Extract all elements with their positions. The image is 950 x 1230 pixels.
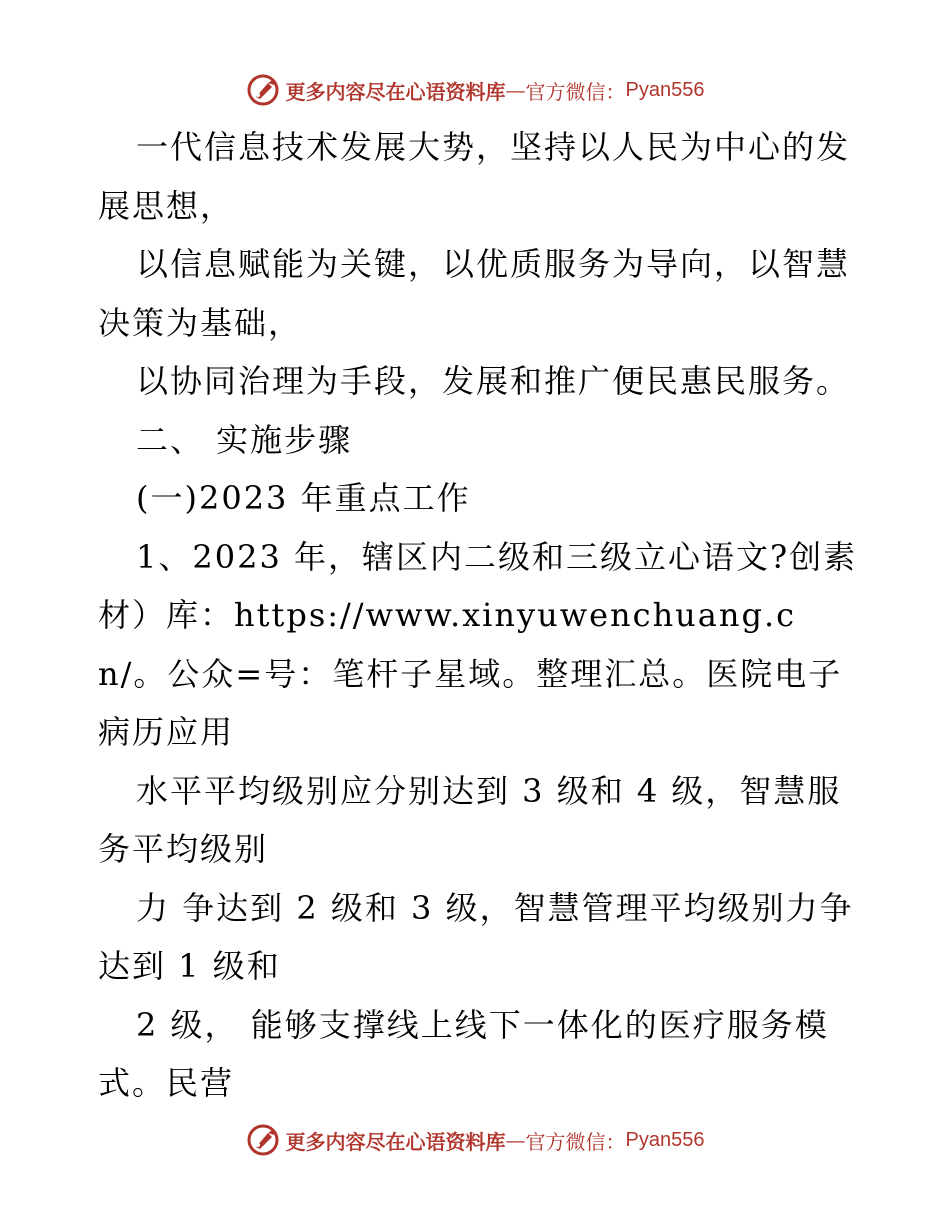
pen-nib-logo-icon — [246, 1123, 280, 1157]
subsection-heading: (一)2023 年重点工作 — [136, 479, 471, 517]
banner-wechat-id: Pyan556 — [625, 1128, 705, 1151]
banner-wechat-label: 官方微信： — [525, 79, 626, 104]
banner-separator: — — [505, 78, 526, 102]
paragraph: 以协同治理为手段，发展和推广便民惠民服务。 — [136, 362, 851, 400]
pen-nib-logo-icon — [246, 73, 280, 107]
banner-library-text: 更多内容尽在心语资料库 — [285, 1129, 506, 1154]
paragraph: 1、2023 年，辖区内二级和三级立心语文?创素材）库：https://www.xinyuwenchuang.cn/。公众=号：笔杆子星域。整理汇总。医院电子病历应用 — [98, 537, 858, 751]
banner-library-text: 更多内容尽在心语资料库 — [285, 79, 506, 104]
banner-separator: — — [505, 1128, 526, 1152]
paragraph: 2 级， 能够支撑线上线下一体化的医疗服务模式。民营 — [98, 1005, 829, 1102]
paragraph: 一代信息技术发展大势，坚持以人民为中心的发展思想， — [98, 128, 851, 225]
section-heading: 二、 实施步骤 — [136, 420, 353, 459]
document-body — [98, 118, 858, 1113]
paragraph: 水平平均级别应分别达到 3 级和 4 级，智慧服务平均级别 — [98, 771, 842, 868]
banner-wechat-id: Pyan556 — [625, 78, 705, 101]
banner-wechat-label: 官方微信： — [525, 1129, 626, 1154]
paragraph: 力 争达到 2 级和 3 级，智慧管理平均级别力争达到 1 级和 — [98, 888, 854, 985]
footer-banner — [0, 1120, 950, 1160]
header-banner — [0, 70, 950, 110]
paragraph: 以信息赋能为关键，以优质服务为导向，以智慧决策为基础， — [98, 245, 851, 342]
